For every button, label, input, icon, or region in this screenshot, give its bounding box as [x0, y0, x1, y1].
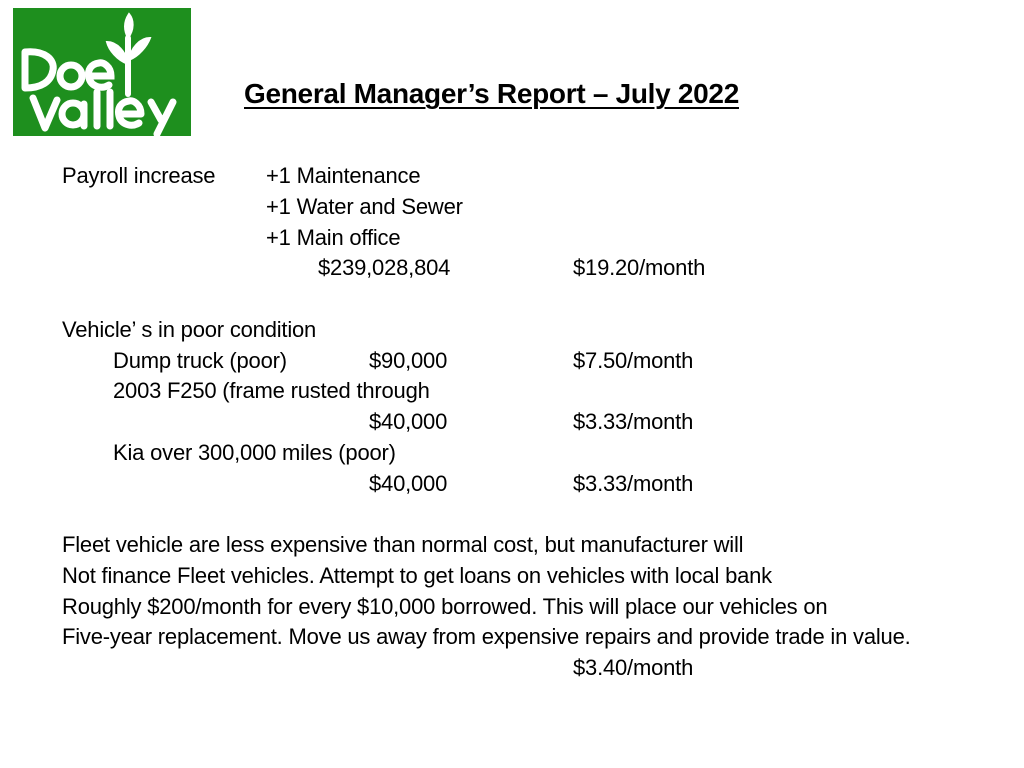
payroll-amount: $239,028,804	[318, 255, 451, 280]
payroll-label: Payroll increase	[62, 163, 216, 188]
f250-amount: $40,000	[369, 409, 448, 434]
fleet-line-3: Roughly $200/month for every $10,000 borrowed. This will place our vehicles on	[62, 594, 828, 619]
logo-graphic	[13, 8, 191, 136]
f250-label: 2003 F250 (frame rusted through	[113, 378, 430, 403]
doe-valley-logo	[13, 8, 191, 136]
dump-truck-amount: $90,000	[369, 348, 448, 373]
dump-truck-monthly: $7.50/month	[573, 348, 694, 373]
fleet-line-4: Five-year replacement. Move us away from expensive repairs and provide trade in value.	[62, 624, 911, 649]
dump-truck-label: Dump truck (poor)	[113, 348, 287, 373]
payroll-monthly: $19.20/month	[573, 255, 706, 280]
kia-monthly: $3.33/month	[573, 471, 694, 496]
payroll-item-maintenance: +1 Maintenance	[266, 163, 421, 188]
fleet-monthly: $3.40/month	[573, 655, 694, 680]
vehicles-heading: Vehicle’ s in poor condition	[62, 317, 317, 342]
kia-amount: $40,000	[369, 471, 448, 496]
fleet-line-1: Fleet vehicle are less expensive than normal cost, but manufacturer will	[62, 532, 744, 557]
kia-label: Kia over 300,000 miles (poor)	[113, 440, 396, 465]
page-title: General Manager’s Report – July 2022	[244, 78, 739, 109]
f250-monthly: $3.33/month	[573, 409, 694, 434]
payroll-item-water-sewer: +1 Water and Sewer	[266, 194, 463, 219]
fleet-line-2: Not finance Fleet vehicles. Attempt to get loans on vehicles with local bank	[62, 563, 772, 588]
payroll-item-main-office: +1 Main office	[266, 225, 401, 250]
